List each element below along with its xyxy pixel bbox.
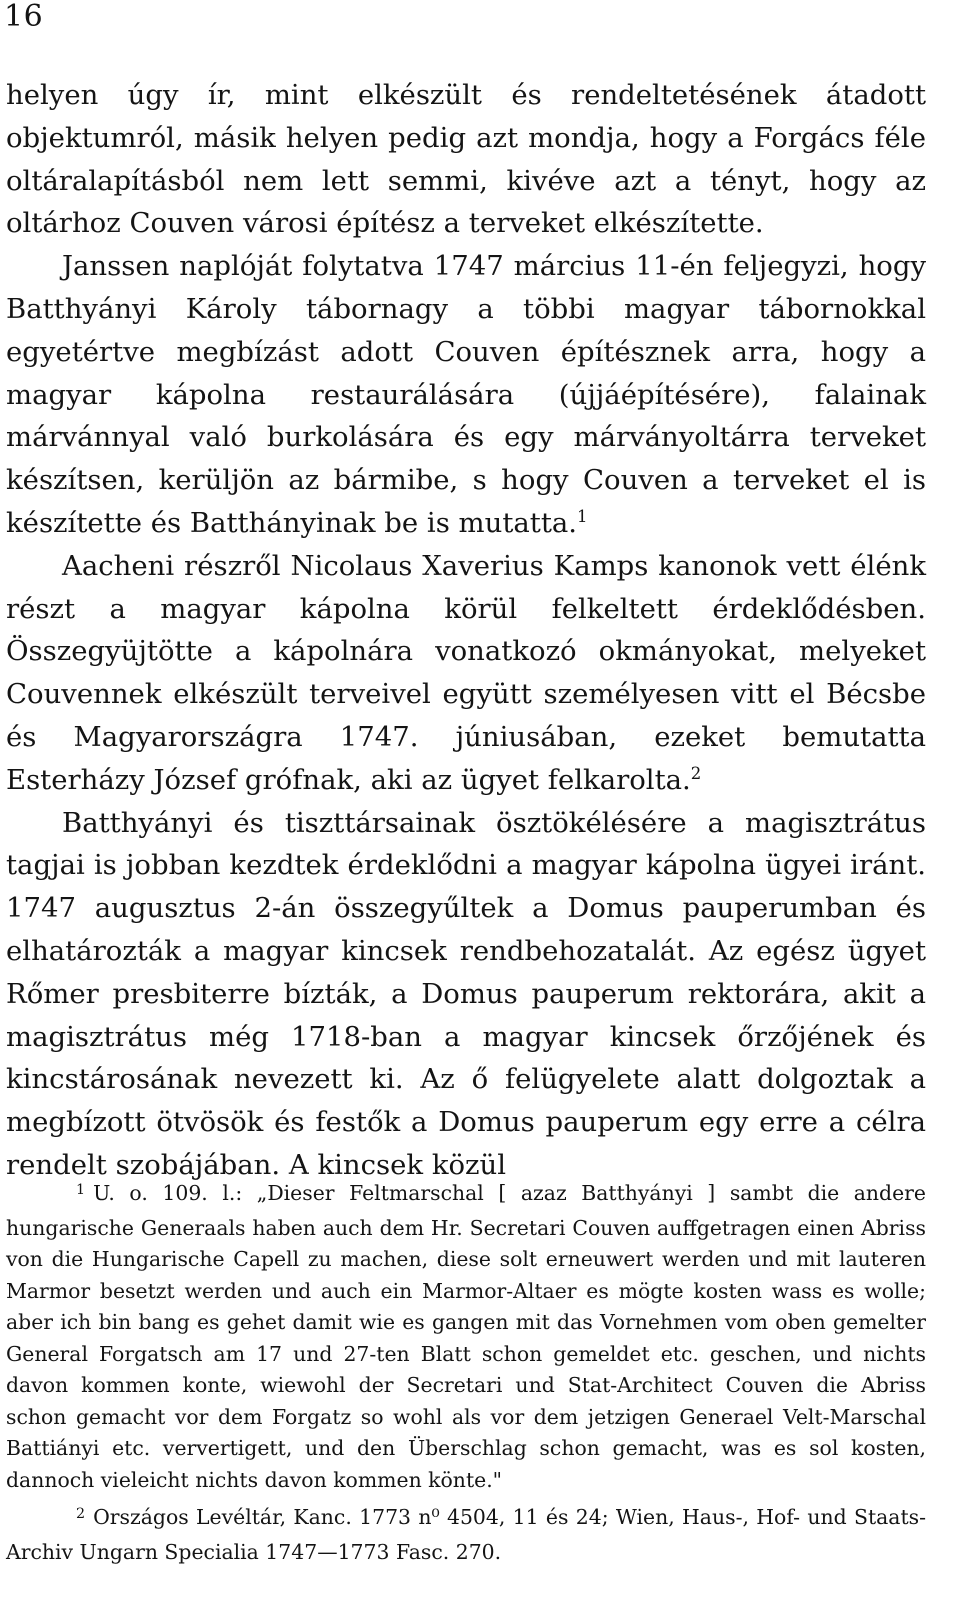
paragraph-1-text: helyen úgy ír, mint elkészült és rendeltetésének átadott objektumról, másik helyen pedig azt mondja, hogy a Forgács féle oltáralapításból nem lett semmi, kivéve azt a tényt, hogy az oltárhoz Couven városi építész a terveket elkészítette.: [6, 79, 926, 240]
paragraph-3: [6, 545, 926, 802]
footnotes: [6, 1178, 926, 1568]
footnote-1: [6, 1178, 926, 1496]
footnote-ref-2: 2: [690, 763, 702, 783]
footnote-ref-1: 1: [577, 506, 588, 526]
paragraph-4-text: Batthyányi és tiszttársainak ösztökélésére a magisztrátus tagjai is jobban kezdtek érdeklődni a magyar kápolna ügyei iránt. 1747 augusztus 2-án összegyűltek a Domus pauperumban és elhatározták a magyar kincsek rendbehozatalát. Az egész ügyet Rőmer presbiterre bízták, a Domus pauperum rektorára, akit a magisztrátus még 1718-ban a magyar kincsek őrzőjének és kincstárosának nevezett ki. Az ő felügyelete alatt dolgoztak a megbízott ötvösök és festők a Domus pauperum egy erre a célra rendelt szobájában. A kincsek közül: [6, 806, 926, 1181]
paragraph-1: [6, 74, 926, 245]
paragraph-4: [6, 802, 926, 1187]
footnote-1-mark: 1: [76, 1182, 86, 1198]
body-text: [6, 74, 926, 1187]
footnote-2: [6, 1502, 926, 1568]
footnote-2-mark: 2: [76, 1506, 86, 1522]
footnote-2-text: Országos Levéltár, Kanc. 1773 n⁰ 4504, 11 és 24; Wien, Haus-, Hof- und Staats-Archiv Ungarn Specialia 1747—1773 Fasc. 270.: [6, 1505, 926, 1564]
footnote-1-text: U. o. 109. l.: „Dieser Feltmarschal [ azaz Batthyányi ] sambt die andere hungarische Generaals haben auch dem Hr. Secretari Couven auffgetragen einen Abriss von die Hungarische Capell zu machen, diese solt erneuwert werden und mit lauteren Marmor besetzt werden und auch ein Marmor-Altaer es mögte kosten wass es wolle; aber ich bin bang es gehet damit wie es gangen mit das Vornehmen vom oben gemelter General Forgatsch am 17 und 27-ten Blatt schon gemeldet etc. geschen, und nichts davon kommen konte, wiewohl der Secretari und Stat-Architect Couven die Abriss schon gemacht vor dem Forgatz so wohl als vor dem jetzigen Generael Velt-Marschal Battiányi etc. ververtigett, und den Überschlag schon gemacht, was es sol kosten, dannoch vieleicht nichts davon kommen könte.": [6, 1181, 926, 1492]
paragraph-2-text: Janssen naplóját folytatva 1747 március 11-én feljegyzi, hogy Batthyányi Károly tábornagy a többi magyar tábornokkal egyetértve megbízást adott Couven építésznek arra, hogy a magyar kápolna restaurálására (újjáépítésére), falainak márvánnyal való burkolására és egy márványoltárra terveket készítsen, kerüljön az bármibe, s hogy Couven a terveket el is készítette és Batthányinak be is mutatta.: [6, 250, 926, 539]
paragraph-2: [6, 245, 926, 545]
page-number: 16: [4, 0, 44, 34]
paragraph-3-text: Aacheni részről Nicolaus Xaverius Kamps kanonok vett élénk részt a magyar kápolna körül felkeltett érdeklődésben. Összegyüjtötte a kápolnára vonatkozó okmányokat, melyeket Couvennek elkészült terveivel együtt személyesen vitt el Bécsbe és Magyarországra 1747. júniusában, ezeket bemutatta Esterházy József grófnak, aki az ügyet felkarolta.: [6, 549, 926, 796]
